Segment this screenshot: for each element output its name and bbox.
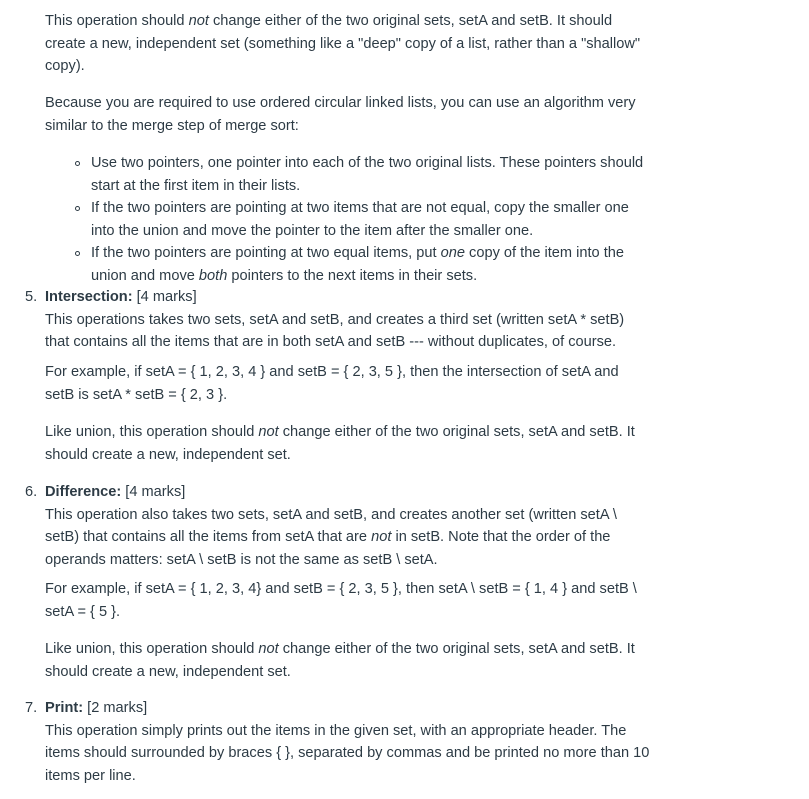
text: copy of the item into the xyxy=(465,245,624,261)
text: change either of the two original sets, setA and setB. It should xyxy=(208,13,613,29)
emphasis-one: one xyxy=(440,245,465,261)
list-number: 7. xyxy=(25,700,38,716)
text: This operation also takes two sets, setA and setB, and creates another set (written setA \ xyxy=(45,506,617,523)
text: Because you are required to use ordered circular linked lists, you can use an algorithm very xyxy=(45,95,636,111)
section-title: Difference: xyxy=(45,484,122,500)
text: start at the first item in their lists. xyxy=(91,177,301,194)
text: If the two pointers are pointing at two items that are not equal, copy the smaller one xyxy=(91,200,629,216)
text: For example, if setA = { 1, 2, 3, 4} and setB = { 2, 3, 5 }, then setA \ setB = { 1, 4 } and setB \ xyxy=(45,581,637,597)
text: items should surrounded by braces { }, separated by commas and be printed no more than 10 xyxy=(45,745,650,761)
text: setB is setA * setB = { 2, 3 }. xyxy=(45,386,228,403)
list-number: 5. xyxy=(25,289,38,305)
section-print xyxy=(45,697,695,787)
text: This operations takes two sets, setA and setB, and creates a third set (written setA * setB) xyxy=(45,311,625,328)
text: setA = { 5 }. xyxy=(45,603,121,620)
text: Use two pointers, one pointer into each of the two original lists. These pointers should xyxy=(91,155,644,171)
text: into the union and move the pointer to the item after the smaller one. xyxy=(91,222,534,239)
difference-note xyxy=(45,638,695,683)
text: setB) that contains all the items from setA that are xyxy=(45,529,372,545)
bullet-icon xyxy=(75,161,80,166)
text: operands matters: setA \ setB is not the same as setB \ setA. xyxy=(45,551,438,568)
marks-label: [4 marks] xyxy=(121,484,186,500)
text: should create a new, independent set. xyxy=(45,446,291,463)
emphasis-both: both xyxy=(198,267,228,284)
text: Like union, this operation should xyxy=(45,424,259,440)
section-title: Intersection: xyxy=(45,289,133,305)
text: change either of the two original sets, setA and setB. It xyxy=(278,424,635,440)
bullet-icon xyxy=(75,206,80,211)
intersection-note xyxy=(45,421,695,466)
list-number: 6. xyxy=(25,484,38,500)
intro-paragraph-1 xyxy=(45,10,695,78)
text: union and move xyxy=(91,267,199,284)
text: similar to the merge step of merge sort: xyxy=(45,117,299,134)
intro-paragraph-2 xyxy=(45,92,695,137)
emphasis-not: not xyxy=(188,13,209,29)
section-intersection xyxy=(45,286,695,354)
text: items per line. xyxy=(45,767,136,784)
text: This operation should xyxy=(45,13,189,29)
marks-label: [4 marks] xyxy=(132,289,197,305)
text: Like union, this operation should xyxy=(45,641,259,657)
text: pointers to the next items in their sets. xyxy=(227,267,478,284)
list-item xyxy=(91,197,691,242)
section-title: Print: xyxy=(45,700,84,716)
difference-example xyxy=(45,578,695,623)
text: should create a new, independent set. xyxy=(45,663,291,680)
text: create a new, independent set (something like a "deep" copy of a list, rather than a "shallow" xyxy=(45,35,641,52)
marks-label: [2 marks] xyxy=(83,700,148,716)
text: change either of the two original sets, setA and setB. It xyxy=(278,641,635,657)
text: This operation simply prints out the items in the given set, with an appropriate header. The xyxy=(45,722,627,739)
list-item xyxy=(91,152,691,197)
list-item xyxy=(91,242,691,287)
emphasis-not: not xyxy=(258,641,279,657)
text: in setB. Note that the order of the xyxy=(391,529,611,545)
text: that contains all the items that are in both setA and setB --- without duplicates, of course. xyxy=(45,334,617,350)
text: For example, if setA = { 1, 2, 3, 4 } and setB = { 2, 3, 5 }, then the intersection of setA and xyxy=(45,364,619,380)
text: copy). xyxy=(45,58,85,74)
text: If the two pointers are pointing at two equal items, put xyxy=(91,245,441,261)
intersection-example xyxy=(45,361,695,406)
section-difference xyxy=(45,481,695,571)
emphasis-not: not xyxy=(258,424,279,440)
emphasis-not: not xyxy=(371,529,392,545)
bullet-icon xyxy=(75,251,80,256)
